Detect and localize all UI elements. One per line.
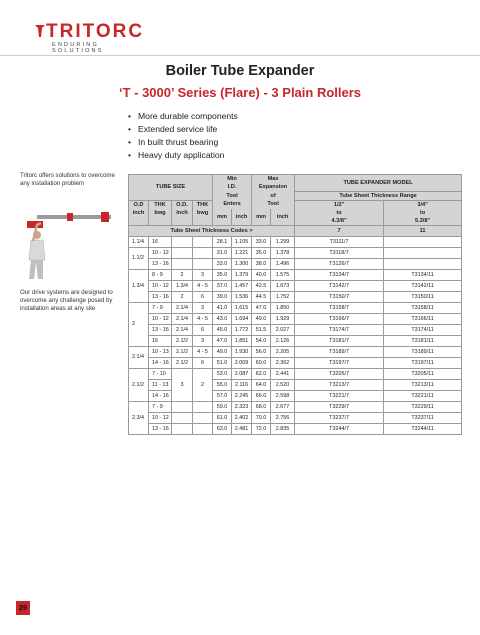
cell-od-inch: 2.1/2 bbox=[129, 368, 149, 401]
tritorc-logo bbox=[32, 21, 152, 54]
cell-thk2-bwg bbox=[193, 247, 213, 258]
cell-min-id-inch: 1.615 bbox=[232, 302, 252, 313]
cell-min-id-mm: 37.0 bbox=[213, 280, 232, 291]
table-row bbox=[129, 313, 462, 324]
cell-od2-inch: 2.1/2 bbox=[172, 335, 193, 346]
cell-thk2-bwg bbox=[193, 412, 213, 423]
col-header-od: O.D bbox=[129, 200, 149, 209]
cell-model-code-11 bbox=[384, 258, 462, 269]
col-header-mm: mm bbox=[213, 209, 232, 226]
col-header-tube-size: TUBE SIZE bbox=[129, 175, 213, 201]
cell-min-id-inch: 1.851 bbox=[232, 335, 252, 346]
cell-max-exp-inch: 1.752 bbox=[271, 291, 295, 302]
col-header-enters: Enters bbox=[213, 200, 252, 209]
cell-od2-inch bbox=[172, 258, 193, 269]
cell-max-exp-mm: 44.5 bbox=[252, 291, 271, 302]
feature-item: • More durable components bbox=[128, 110, 238, 123]
feature-list bbox=[128, 110, 238, 162]
cell-model-code-7: T3158/7 bbox=[295, 302, 384, 313]
col-header-max: Max bbox=[252, 175, 295, 184]
cell-model-code-11: T3221/11 bbox=[384, 390, 462, 401]
table-row bbox=[129, 357, 462, 368]
cell-max-exp-mm: 66.0 bbox=[252, 390, 271, 401]
cell-od-inch: 2.1/4 bbox=[129, 346, 149, 368]
cell-thk-bwg: 13 - 16 bbox=[149, 423, 172, 434]
cell-max-exp-inch: 2.835 bbox=[271, 423, 295, 434]
cell-od-inch: 1.1/2 bbox=[129, 247, 149, 269]
cell-thk-bwg: 7 - 10 bbox=[149, 368, 172, 379]
cell-od2-inch: 2.1/4 bbox=[172, 324, 193, 335]
thickness-code-7: 7 bbox=[295, 225, 384, 236]
cell-min-id-inch: 2.245 bbox=[232, 390, 252, 401]
cell-min-id-mm: 35.0 bbox=[213, 269, 232, 280]
cell-max-exp-inch: 2.362 bbox=[271, 357, 295, 368]
cell-model-code-7: T3189/7 bbox=[295, 346, 384, 357]
cell-od2-inch: 2.1/4 bbox=[172, 302, 193, 313]
cell-max-exp-inch: 2.205 bbox=[271, 346, 295, 357]
cell-max-exp-inch: 2.756 bbox=[271, 412, 295, 423]
cell-min-id-inch: 2.323 bbox=[232, 401, 252, 412]
cell-thk-bwg: 8 - 9 bbox=[149, 269, 172, 280]
col-header-inch2: inch bbox=[172, 209, 193, 217]
cell-od2-inch: 2 bbox=[172, 269, 193, 280]
cell-max-exp-mm: 40.0 bbox=[252, 269, 271, 280]
col-header-blank bbox=[172, 217, 193, 226]
cell-model-code-11: T3166/11 bbox=[384, 313, 462, 324]
cell-od-inch: 2 bbox=[129, 302, 149, 346]
cell-max-exp-mm: 38.0 bbox=[252, 258, 271, 269]
cell-max-exp-mm: 51.5 bbox=[252, 324, 271, 335]
cell-max-exp-mm: 49.0 bbox=[252, 313, 271, 324]
feature-item: • Extended service life bbox=[128, 123, 238, 136]
cell-model-code-7: T3205/7 bbox=[295, 368, 384, 379]
page-subtitle: ‘T - 3000’ Series (Flare) - 3 Plain Rollers bbox=[118, 85, 362, 100]
cell-min-id-mm: 49.0 bbox=[213, 346, 232, 357]
cell-od2-inch: 2 bbox=[172, 291, 193, 302]
cell-max-exp-inch: 2.598 bbox=[271, 390, 295, 401]
cell-min-id-inch: 2.116 bbox=[232, 379, 252, 390]
cell-model-code-11: T3205/11 bbox=[384, 368, 462, 379]
range-1-to: to bbox=[295, 209, 384, 217]
cell-od2-inch: 1.3/4 bbox=[172, 280, 193, 291]
cell-min-id-inch: 1.221 bbox=[232, 247, 252, 258]
cell-thk-bwg: 13 - 16 bbox=[149, 324, 172, 335]
cell-model-code-7: T3244/7 bbox=[295, 423, 384, 434]
col-header-thk: THK bbox=[149, 200, 172, 209]
cell-od2-inch bbox=[172, 247, 193, 258]
col-header-inch3: inch bbox=[232, 209, 252, 226]
cell-thk-bwg: 10 - 12 bbox=[149, 280, 172, 291]
cell-max-exp-mm: 72.0 bbox=[252, 423, 271, 434]
cell-max-exp-inch: 1.299 bbox=[271, 236, 295, 247]
cell-thk-bwg: 10 - 12 bbox=[149, 412, 172, 423]
cell-model-code-11: T3189/11 bbox=[384, 346, 462, 357]
cell-model-code-7: T3150/7 bbox=[295, 291, 384, 302]
cell-model-code-11: T3150/11 bbox=[384, 291, 462, 302]
cell-min-id-inch: 1.379 bbox=[232, 269, 252, 280]
cell-min-id-inch: 1.772 bbox=[232, 324, 252, 335]
cell-max-exp-mm: 64.0 bbox=[252, 379, 271, 390]
cell-min-id-inch: 2.481 bbox=[232, 423, 252, 434]
cell-min-id-inch: 1.930 bbox=[232, 346, 252, 357]
cell-od2-inch: 2.1/4 bbox=[172, 313, 193, 324]
col-header-od2: O.D. bbox=[172, 200, 193, 209]
cell-model-code-11: T3134/11 bbox=[384, 269, 462, 280]
col-header-inch: inch bbox=[129, 209, 149, 217]
range-2-max: 5.3/8" bbox=[384, 217, 462, 226]
col-header-id: I.D. bbox=[213, 183, 252, 191]
cell-od-inch: 2.3/4 bbox=[129, 401, 149, 434]
cell-thk2-bwg bbox=[193, 258, 213, 269]
cell-model-code-7: T3126/7 bbox=[295, 258, 384, 269]
cell-model-code-7: T3111/7 bbox=[295, 236, 384, 247]
cell-model-code-7: T3221/7 bbox=[295, 390, 384, 401]
table-row bbox=[129, 346, 462, 357]
cell-max-exp-inch: 1.929 bbox=[271, 313, 295, 324]
cell-min-id-mm: 51.0 bbox=[213, 357, 232, 368]
cell-thk-bwg: 11 - 13 bbox=[149, 379, 172, 390]
cell-max-exp-inch: 2.441 bbox=[271, 368, 295, 379]
sidebar-text-drive-systems: Our drive systems are designed to overcome any challenge posed by installation areas at any site bbox=[20, 289, 113, 312]
cell-thk2-bwg bbox=[193, 401, 213, 412]
cell-thk-bwg: 13 - 16 bbox=[149, 258, 172, 269]
col-header-range: Tube Sheet Thickness Range bbox=[295, 191, 462, 200]
cell-max-exp-mm: 60.0 bbox=[252, 357, 271, 368]
cell-max-exp-mm: 56.0 bbox=[252, 346, 271, 357]
range-2-to: to bbox=[384, 209, 462, 217]
cell-min-id-mm: 33.0 bbox=[213, 258, 232, 269]
cell-od-inch: 1.3/4 bbox=[129, 269, 149, 302]
col-header-min: Min bbox=[213, 175, 252, 184]
cell-od2-inch: 2.1/2 bbox=[172, 357, 193, 368]
cell-max-exp-mm: 54.0 bbox=[252, 335, 271, 346]
cell-max-exp-inch: 1.496 bbox=[271, 258, 295, 269]
table-row bbox=[129, 236, 462, 247]
cell-max-exp-inch: 1.575 bbox=[271, 269, 295, 280]
cell-min-id-inch: 1.300 bbox=[232, 258, 252, 269]
cell-thk2-bwg: 6 bbox=[193, 357, 213, 368]
cell-model-code-7: T3237/7 bbox=[295, 412, 384, 423]
cell-thk-bwg: 16 bbox=[149, 335, 172, 346]
col-header-thk2: THK bbox=[193, 200, 213, 209]
thickness-codes-label: Tube Sheet Thickness Codes > bbox=[129, 225, 295, 236]
cell-model-code-7: T3197/7 bbox=[295, 357, 384, 368]
header-divider bbox=[0, 55, 480, 56]
cell-min-id-inch: 1.457 bbox=[232, 280, 252, 291]
feature-item: • In built thrust bearing bbox=[128, 136, 238, 149]
table-row bbox=[129, 269, 462, 280]
cell-thk2-bwg: 6 bbox=[193, 291, 213, 302]
cell-max-exp-mm: 68.0 bbox=[252, 401, 271, 412]
col-header-inch4: inch bbox=[271, 209, 295, 226]
range-2-from: 3/4" bbox=[384, 200, 462, 209]
sidebar-text-solutions: Tritorc offers solutions to overcome any installation problem bbox=[20, 172, 115, 187]
cell-model-code-7: T3181/7 bbox=[295, 335, 384, 346]
cell-max-exp-mm: 62.0 bbox=[252, 368, 271, 379]
col-header-model: TUBE EXPANDER MODEL bbox=[295, 175, 462, 192]
cell-max-exp-mm: 35.0 bbox=[252, 247, 271, 258]
expander-spec-table bbox=[128, 174, 462, 435]
cell-od2-inch: 2.1/2 bbox=[172, 346, 193, 357]
cell-min-id-mm: 53.0 bbox=[213, 368, 232, 379]
cell-max-exp-inch: 1.378 bbox=[271, 247, 295, 258]
cell-thk2-bwg: 2 bbox=[193, 368, 213, 401]
cell-model-code-11: T3158/11 bbox=[384, 302, 462, 313]
cell-od2-inch bbox=[172, 423, 193, 434]
col-header-tool2: Tool bbox=[252, 200, 295, 209]
table-row bbox=[129, 247, 462, 258]
cell-od2-inch bbox=[172, 412, 193, 423]
cell-thk2-bwg bbox=[193, 423, 213, 434]
cell-thk-bwg: 13 - 16 bbox=[149, 291, 172, 302]
col-header-blank bbox=[149, 217, 172, 226]
cell-max-exp-mm: 47.0 bbox=[252, 302, 271, 313]
cell-model-code-11: T3237/11 bbox=[384, 412, 462, 423]
cell-min-id-mm: 41.0 bbox=[213, 302, 232, 313]
range-1-max: 4.3/8" bbox=[295, 217, 384, 226]
cell-model-code-11: T3174/11 bbox=[384, 324, 462, 335]
cell-model-code-11 bbox=[384, 247, 462, 258]
thickness-code-11: 11 bbox=[384, 225, 462, 236]
col-header-tool: Tool bbox=[213, 191, 252, 200]
cell-thk-bwg: 14 - 16 bbox=[149, 357, 172, 368]
cell-min-id-inch: 2.087 bbox=[232, 368, 252, 379]
cell-thk2-bwg: 4 - 5 bbox=[193, 346, 213, 357]
cell-model-code-7: T3229/7 bbox=[295, 401, 384, 412]
logo-tagline: ENDURING SOLUTIONS bbox=[52, 42, 104, 54]
cell-min-id-mm: 31.0 bbox=[213, 247, 232, 258]
cell-model-code-11: T3142/11 bbox=[384, 280, 462, 291]
table-row bbox=[129, 412, 462, 423]
col-header-blank bbox=[129, 217, 149, 226]
cell-min-id-mm: 61.0 bbox=[213, 412, 232, 423]
table-row bbox=[129, 258, 462, 269]
cell-thk-bwg: 7 - 9 bbox=[149, 302, 172, 313]
cell-thk2-bwg: 4 - 5 bbox=[193, 280, 213, 291]
cell-thk-bwg: 10 - 12 bbox=[149, 313, 172, 324]
worker-illustration bbox=[15, 205, 115, 280]
cell-min-id-mm: 39.0 bbox=[213, 291, 232, 302]
cell-model-code-11 bbox=[384, 236, 462, 247]
cell-model-code-7: T3134/7 bbox=[295, 269, 384, 280]
table-row bbox=[129, 335, 462, 346]
cell-thk-bwg: 14 - 16 bbox=[149, 390, 172, 401]
cell-thk2-bwg bbox=[193, 236, 213, 247]
cell-model-code-11: T3244/11 bbox=[384, 423, 462, 434]
cell-min-id-mm: 43.0 bbox=[213, 313, 232, 324]
cell-max-exp-inch: 2.677 bbox=[271, 401, 295, 412]
table-row bbox=[129, 291, 462, 302]
cell-model-code-7: T3174/7 bbox=[295, 324, 384, 335]
table-row bbox=[129, 324, 462, 335]
table-row bbox=[129, 368, 462, 379]
cell-model-code-11: T3213/11 bbox=[384, 379, 462, 390]
cell-thk2-bwg: 3 bbox=[193, 335, 213, 346]
cell-max-exp-mm: 70.0 bbox=[252, 412, 271, 423]
cell-min-id-inch: 2.009 bbox=[232, 357, 252, 368]
cell-min-id-mm: 55.0 bbox=[213, 379, 232, 390]
cell-od2-inch bbox=[172, 236, 193, 247]
cell-max-exp-inch: 2.126 bbox=[271, 335, 295, 346]
cell-min-id-inch: 1.536 bbox=[232, 291, 252, 302]
cell-min-id-inch: 1.694 bbox=[232, 313, 252, 324]
cell-thk-bwg: 7 - 9 bbox=[149, 401, 172, 412]
cell-model-code-11: T3181/11 bbox=[384, 335, 462, 346]
col-header-bwg: bwg bbox=[149, 209, 172, 217]
cell-model-code-7: T3142/7 bbox=[295, 280, 384, 291]
cell-od2-inch bbox=[172, 401, 193, 412]
cell-thk-bwg: 16 bbox=[149, 236, 172, 247]
col-header-of: of bbox=[252, 191, 295, 200]
cell-model-code-11: T3197/11 bbox=[384, 357, 462, 368]
cell-thk-bwg: 10 - 13 bbox=[149, 346, 172, 357]
page-title: Boiler Tube Expander bbox=[165, 63, 315, 79]
cell-min-id-inch: 2.402 bbox=[232, 412, 252, 423]
logo-mark-icon bbox=[34, 24, 46, 38]
cell-model-code-7: T3166/7 bbox=[295, 313, 384, 324]
cell-thk2-bwg: 3 bbox=[193, 302, 213, 313]
col-header-bwg2: bwg bbox=[193, 209, 213, 217]
cell-od2-inch: 3 bbox=[172, 368, 193, 401]
cell-max-exp-mm: 33.0 bbox=[252, 236, 271, 247]
col-header-expansion: Expansion bbox=[252, 183, 295, 191]
cell-min-id-mm: 47.0 bbox=[213, 335, 232, 346]
cell-model-code-11: T3229/11 bbox=[384, 401, 462, 412]
cell-min-id-mm: 57.0 bbox=[213, 390, 232, 401]
cell-od-inch: 1.1/4 bbox=[129, 236, 149, 247]
page-number: 29 bbox=[16, 601, 30, 615]
table-row bbox=[129, 302, 462, 313]
table-body bbox=[129, 236, 462, 434]
table-row bbox=[129, 423, 462, 434]
table-row bbox=[129, 401, 462, 412]
cell-min-id-mm: 59.0 bbox=[213, 401, 232, 412]
cell-model-code-7: T3118/7 bbox=[295, 247, 384, 258]
cell-min-id-mm: 63.0 bbox=[213, 423, 232, 434]
cell-min-id-inch: 1.105 bbox=[232, 236, 252, 247]
feature-item: • Heavy duty application bbox=[128, 149, 238, 162]
cell-max-exp-inch: 2.520 bbox=[271, 379, 295, 390]
logo-wordmark: TRITORC bbox=[46, 21, 145, 42]
cell-model-code-7: T3213/7 bbox=[295, 379, 384, 390]
cell-max-exp-mm: 42.5 bbox=[252, 280, 271, 291]
cell-min-id-mm: 28.1 bbox=[213, 236, 232, 247]
cell-max-exp-inch: 1.673 bbox=[271, 280, 295, 291]
cell-min-id-mm: 45.0 bbox=[213, 324, 232, 335]
cell-thk2-bwg: 3 bbox=[193, 269, 213, 280]
cell-max-exp-inch: 2.027 bbox=[271, 324, 295, 335]
cell-thk-bwg: 10 - 12 bbox=[149, 247, 172, 258]
cell-thk2-bwg: 6 bbox=[193, 324, 213, 335]
range-1-from: 1/2" bbox=[295, 200, 384, 209]
col-header-mm2: mm bbox=[252, 209, 271, 226]
cell-thk2-bwg: 4 - 5 bbox=[193, 313, 213, 324]
cell-max-exp-inch: 1.850 bbox=[271, 302, 295, 313]
table-row bbox=[129, 280, 462, 291]
col-header-blank bbox=[193, 217, 213, 226]
